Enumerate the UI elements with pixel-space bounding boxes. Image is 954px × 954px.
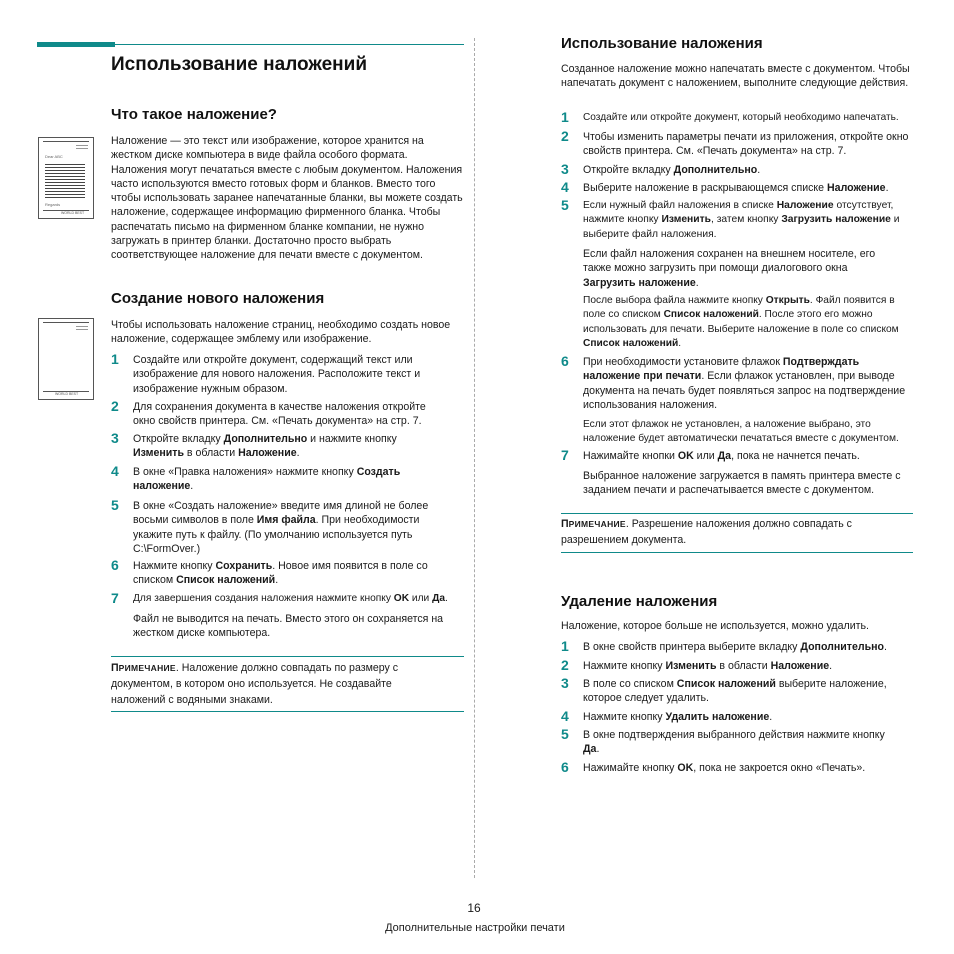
use-step-7: Нажимайте кнопки OK или Да, пока не начнется печать. (583, 450, 860, 462)
delete-intro: Наложение, которое больше не используется, можно удалить. (561, 620, 869, 632)
column-divider (474, 38, 475, 878)
step-number: 6 (111, 557, 119, 573)
thumb-header-text: Dear ABC (45, 154, 63, 159)
use-step-6: При необходимости установите флажок Подтверждать наложение при печати. Если флажок установлен, при выводе документа на печать будет появляться запрос на подтверждение использования наложения. (583, 356, 906, 411)
create-step-1: Создайте или откройте документ, содержащий текст или изображение для нового наложения. Расположите текст и изображение нужным образом. (133, 354, 421, 395)
use-step-5-extra-1: Если файл наложения сохранен на внешнем носителе, его также можно загрузить при помощи диалогового окна Загрузить наложение. (583, 248, 876, 289)
use-step-5-extra-2: После выбора файла нажмите кнопку Открыть. Файл появится в поле со списком Список наложений. После этого его можно использовать для печати. Выберите наложение в поле со списком Список наложений. (583, 295, 899, 349)
use-step-4: Выберите наложение в раскрывающемся списке Наложение. (583, 182, 889, 194)
step-number: 6 (561, 353, 569, 369)
header-rule (115, 44, 464, 45)
step-number: 5 (561, 726, 569, 742)
overlay-letter-thumbnail (38, 137, 94, 219)
step-number: 1 (561, 109, 569, 125)
note-right: ПРИМЕЧАНИЕ. Разрешение наложения должно совпадать с разрешением документа. (561, 518, 852, 546)
section-heading-create: Создание нового наложения (111, 290, 325, 307)
overlay-logo-thumbnail (38, 318, 94, 400)
note-rule-bottom (111, 711, 464, 712)
section-heading-delete: Удаление наложения (561, 593, 718, 610)
use-step-1: Создайте или откройте документ, который необходимо напечатать. (583, 112, 899, 123)
what-paragraph: Наложение — это текст или изображение, которое хранится на жестком диске компьютера в виде файла особого формата. Наложения могут печататься вместе с любым документом. Наложения часто используются вместо готовых форм и бланков. Вместо того чтобы использовать заранее напечатанные бланки, вы можете создать наложение, содержащее информацию фирменного бланка. Чтобы распечатать письмо на фирменном бланке компании, не нужно загружать в принтер бланки. Достаточно просто выбрать соответствующее наложение для печати вместе с документом. (111, 135, 463, 262)
step-number: 5 (561, 197, 569, 213)
step-number: 3 (561, 161, 569, 177)
step-number: 4 (111, 463, 119, 479)
use-step-6-extra: Если этот флажок не установлен, а наложение выбрано, это наложение будет автоматически печататься вместе с документом. (583, 419, 899, 445)
step-number: 2 (561, 128, 569, 144)
step-number: 7 (561, 447, 569, 463)
create-step-7: Для завершения создания наложения нажмите кнопку OK или Да. (133, 593, 448, 604)
section-heading-use: Использование наложения (561, 35, 763, 52)
header-accent-bar (37, 42, 115, 47)
note-rule-top (561, 513, 913, 514)
thumb2-footer-right: WORLD BEST (55, 392, 79, 396)
delete-step-2: Нажмите кнопку Изменить в области Наложение. (583, 660, 833, 672)
step-number: 5 (111, 497, 119, 513)
section-heading-what: Что такое наложение? (111, 106, 277, 123)
delete-step-4: Нажмите кнопку Удалить наложение. (583, 711, 773, 723)
use-step-3: Откройте вкладку Дополнительно. (583, 164, 761, 176)
thumb-footer-right: WORLD BEST (61, 211, 85, 215)
use-intro: Созданное наложение можно напечатать вместе с документом. Чтобы напечатать документ с наложением, выполните следующие действия. (561, 63, 910, 90)
footer-title: Дополнительные настройки печати (385, 922, 565, 934)
page-title: Использование наложений (111, 54, 367, 75)
create-step-2: Для сохранения документа в качестве наложения откройте окно свойств принтера. См. «Печать документа» на стр. 7. (133, 401, 426, 428)
thumb-footer-left: Regards (45, 202, 61, 207)
create-step-4: В окне «Правка наложения» нажмите кнопку Создать наложение. (133, 466, 401, 493)
use-step-2: Чтобы изменить параметры печати из приложения, откройте окно свойств принтера. См. «Печать документа» на стр. 7. (583, 131, 909, 158)
step-number: 7 (111, 590, 119, 606)
step-number: 4 (561, 179, 569, 195)
step-number: 3 (561, 675, 569, 691)
create-step-6: Нажмите кнопку Сохранить. Новое имя появится в поле со списком Список наложений. (133, 560, 428, 587)
use-step-5: Если нужный файл наложения в списке Наложение отсутствует, нажмите кнопку Изменить, затем кнопку Загрузить наложение и выберите файл наложения. (583, 200, 900, 240)
create-step-3: Откройте вкладку Дополнительно и нажмите кнопку Изменить в области Наложение. (133, 433, 397, 460)
thumb-text-lines (45, 162, 85, 198)
step-number: 4 (561, 708, 569, 724)
step-number: 2 (111, 398, 119, 414)
create-step-5: В окне «Создать наложение» введите имя длиной не более восьми символов в поле Имя файла. При необходимости укажите путь к файлу. (По умолчанию используется путь C:\FormOver.) (133, 500, 429, 555)
delete-step-6: Нажимайте кнопку OK, пока не закроется окно «Печать». (583, 762, 866, 774)
step-number: 2 (561, 657, 569, 673)
step-number: 3 (111, 430, 119, 446)
delete-step-5: В окне подтверждения выбранного действия нажмите кнопку Да. (583, 729, 885, 756)
note-rule-top (111, 656, 464, 657)
create-intro: Чтобы использовать наложение страниц, необходимо создать новое наложение, содержащее эмблему или изображение. (111, 319, 451, 346)
step-number: 1 (111, 351, 119, 367)
create-step-7-note: Файл не выводится на печать. Вместо этого он сохраняется на жестком диске компьютера. (133, 613, 444, 640)
note-rule-bottom (561, 552, 913, 553)
page-number: 16 (467, 901, 481, 915)
step-number: 1 (561, 638, 569, 654)
note-left: ПРИМЕЧАНИЕ. Наложение должно совпадать по размеру с документом, в котором оно используется. Не создавайте наложений с водяными знаками. (111, 662, 399, 706)
delete-step-1: В окне свойств принтера выберите вкладку Дополнительно. (583, 641, 887, 653)
delete-step-3: В поле со списком Список наложений выберите наложение, которое следует удалить. (583, 678, 887, 705)
use-step-7-extra: Выбранное наложение загружается в память принтера вместе с заданием печати и распечатывается вместе с документом. (583, 470, 901, 497)
step-number: 6 (561, 759, 569, 775)
